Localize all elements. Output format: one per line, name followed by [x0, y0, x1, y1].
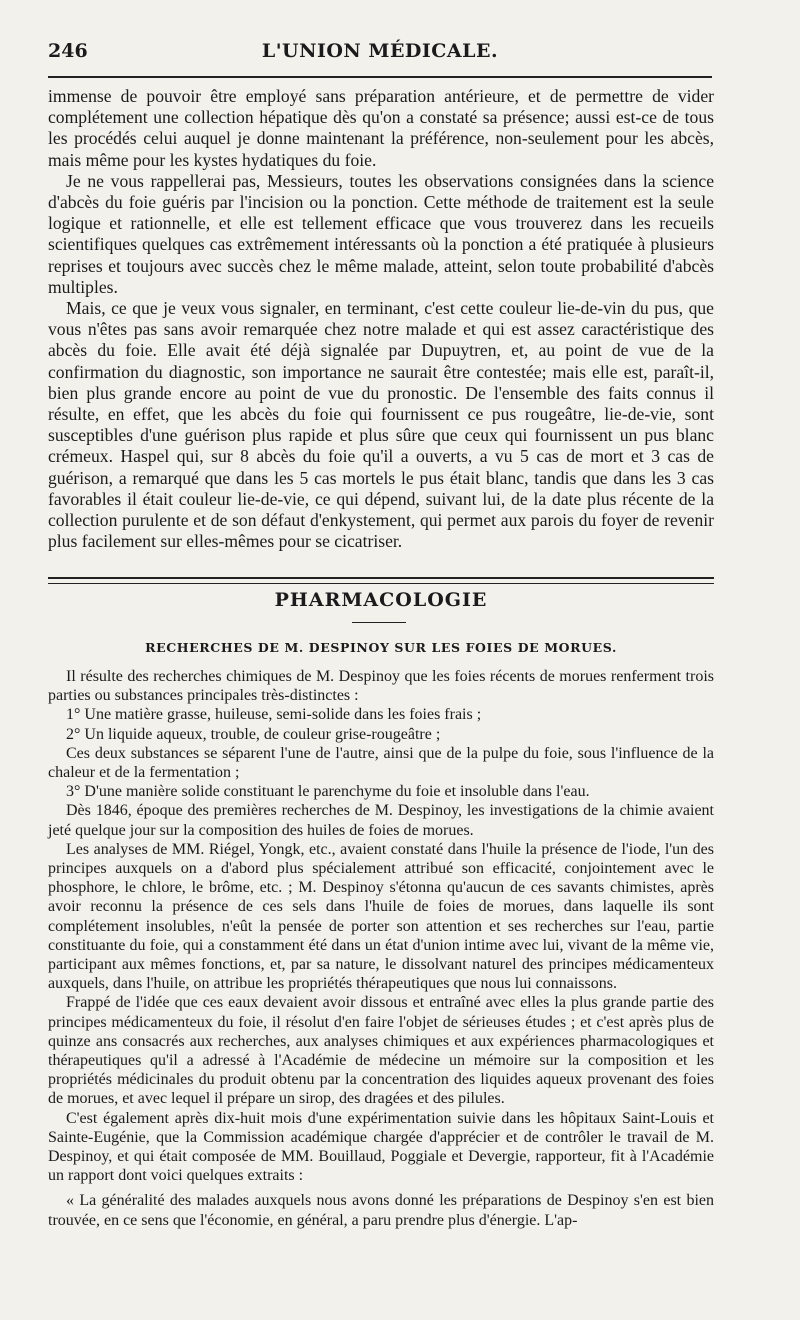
list-item: 2° Un liquide aqueux, trouble, de couleur grise-rougeâtre ;	[66, 725, 441, 743]
title-underline	[352, 622, 406, 623]
article-text	[48, 667, 714, 1230]
page-header	[48, 40, 712, 74]
paragraph: Les analyses de MM. Riégel, Yongk, etc., avaient constaté dans l'huile la présence de l'iode, l'un des principes auxquels on a d'abord plus spécialement attribué son efficacité, conjointement avec le phosphore, le chlore, le brôme, etc. ; M. Despinoy s'étonna qu'aucun de ces savants chimistes, après avoir reconnu la présence de ces sels dans l'huile de foies de morues, dans laquelle ils sont complétement insolubles, n'eût la pensée de porter son attention et ses recherches sur l'eau, partie constituante du foie, qui a constamment été dans un état d'union intime avec lui, vivant de la même vie, participant aux mêmes fonctions, et, par sa nature, le dissolvant naturel des principes médicamenteux auxquels, dans l'huile, on attribue les propriétés thérapeutiques que nous lui connaissons.	[48, 840, 714, 993]
page-number: 246	[48, 40, 88, 62]
paragraph: Ces deux substances se séparent l'une de l'autre, ainsi que de la pulpe du foie, sous l'influence de la chaleur et de la fermentation ;	[48, 744, 714, 782]
quotation: « La généralité des malades auxquels nous avons donné les préparations de Despinoy s'en est bien trouvée, en ce sens que l'économie, en général, a paru prendre plus d'énergie. L'ap-	[48, 1192, 714, 1229]
section-divider	[48, 577, 714, 584]
paragraph: Il résulte des recherches chimiques de M. Despinoy que les foies récents de morues renferment trois parties ou substances principales très-distinctes :	[48, 668, 714, 705]
paragraph: Mais, ce que je veux vous signaler, en terminant, c'est cette couleur lie-de-vin du pus, que vous n'êtes pas sans avoir remarquée chez notre malade et qui est assez caractéristique des abcès du foie. Elle avait été déjà signalée par Dupuytren, et, au point de vue de la confirmation du diagnostic, son importance ne saurait être contestée; mais elle est, paraît-il, bien plus grande encore au point de vue du pronostic. De l'ensemble des faits connus il résulte, en effet, que les abcès du foie qui fournissent ce pus rougeâtre, lie-de-vie, sont susceptibles d'une guérison plus rapide et plus sûre que ceux qui fournissent un pus blanc crémeux. Haspel qui, sur 8 abcès du foie qu'il a ouverts, a vu 5 cas de mort et 3 cas de guérison, a remarqué que dans les 5 cas mortels le pus était blanc, tandis que dans les 3 cas favorables il était couleur lie-de-vie, ce qui dépend, suivant lui, de la date plus récente de la collection purulente et de son défaut d'enkystement, qui permet aux parois du foyer de revenir plus facilement sur elles-mêmes pour se cicatriser.	[48, 298, 714, 552]
list-item: 1° Une matière grasse, huileuse, semi-solide dans les foies frais ;	[66, 706, 482, 724]
paragraph: Frappé de l'idée que ces eaux devaient avoir dissous et entraîné avec elles la plus grande partie des principes médicamenteux du foie, il résolut d'en faire l'objet de sérieuses études ; et c'est après plus de quinze ans consacrés aux recherches, aux analyses chimiques et aux expériences pharmacologiques et thérapeutiques qu'il a adressé à l'Académie de médecine un mémoire sur la composition et les propriétés médicinales du produit obtenu par la concentration des liquides aqueux provenant des foies de morues, et avec lequel il prépare un sirop, des dragées et des pilules.	[48, 994, 714, 1108]
section-title: PHARMACOLOGIE	[274, 589, 488, 611]
list-item: 3° D'une manière solide constituant le parenchyme du foie et insoluble dans l'eau.	[66, 783, 590, 801]
paragraph: C'est également après dix-huit mois d'une expérimentation suivie dans les hôpitaux Saint-Louis et Sainte-Eugénie, que la Commission académique chargée d'apprécier et de contrôler le travail de M. Despinoy, et qui était composée de MM. Bouillaud, Poggiale et Devergie, rapporteur, fit à l'Académie un rapport dont voici quelques extraits :	[48, 1109, 714, 1185]
paragraph: immense de pouvoir être employé sans préparation antérieure, et de permettre de vider complétement une collection hépatique dès qu'on a constaté sa présence; aussi est-ce de tous les procédés celui auquel je donne maintenant la préférence, non-seulement pour les abcès, mais même pour les kystes hydatiques du foie.	[48, 86, 714, 170]
lecture-text	[48, 86, 714, 552]
running-title: L'UNION MÉDICALE.	[261, 40, 499, 62]
article-title: RECHERCHES DE M. DESPINOY SUR LES FOIES DE MORUES.	[145, 640, 617, 655]
header-rule	[48, 76, 712, 78]
paragraph: Je ne vous rappellerai pas, Messieurs, toutes les observations consignées dans la science d'abcès du foie guéris par l'incision ou la ponction. Cette méthode de traitement est la seule logique et rationnelle, et elle est tellement efficace que vous trouverez dans les recueils scientifiques quelques cas extrêmement intéressants où la ponction a été pratiquée à plusieurs reprises et toujours avec succès chez le même malade, atteint, selon toute probabilité d'abcès multiples.	[48, 170, 714, 297]
paragraph: Dès 1846, époque des premières recherches de M. Despinoy, les investigations de la chimie avaient jeté quelque jour sur la composition des huiles de foies de morues.	[48, 802, 714, 839]
